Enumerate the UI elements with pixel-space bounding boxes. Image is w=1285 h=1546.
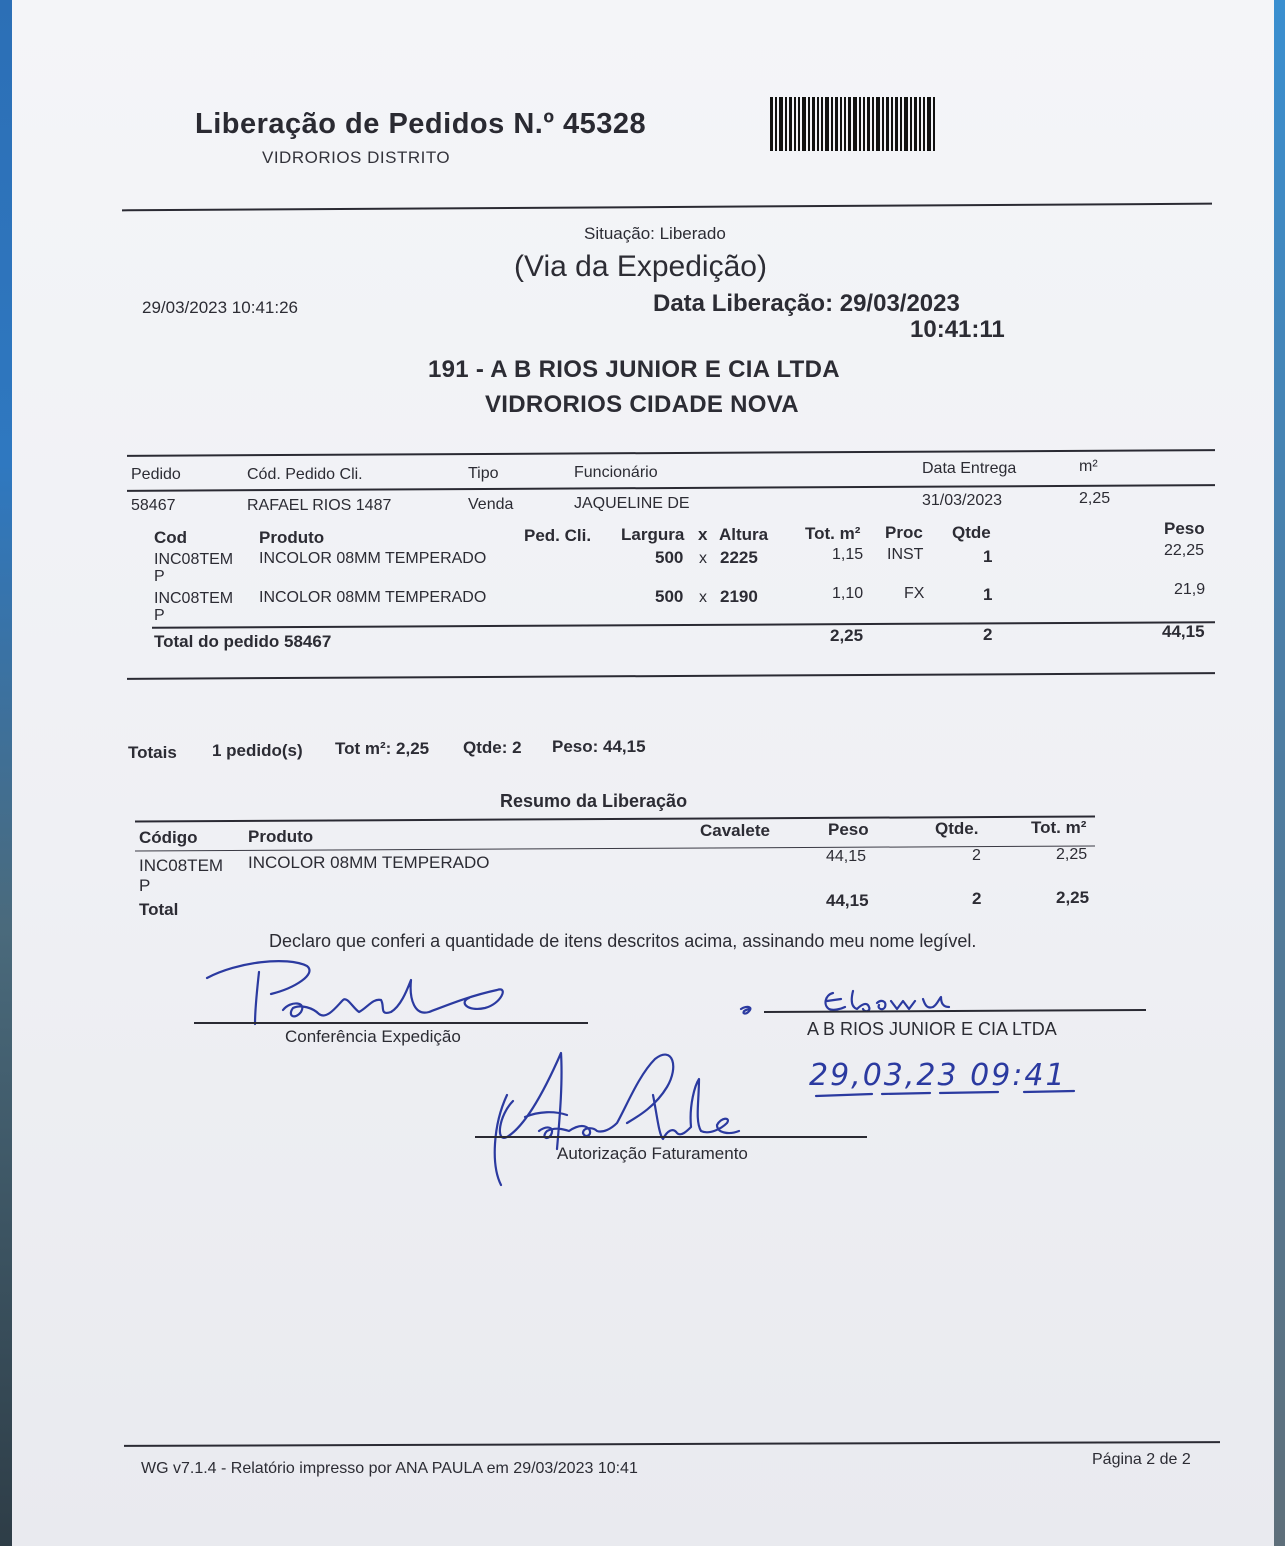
item-2-qtde: 1 [983, 585, 993, 604]
footer-page-number: Página 2 de 2 [1092, 1451, 1191, 1468]
order-total-label: Total do pedido 58467 [154, 632, 332, 651]
order-top-rule [127, 449, 1215, 457]
items-col-proc: Proc [885, 523, 923, 542]
company-name: VIDRORIOS DISTRITO [262, 148, 451, 167]
order-total-peso: 44,15 [1162, 622, 1205, 641]
conferencia-line [194, 1022, 588, 1024]
item-1-proc: INST [887, 546, 924, 563]
footer-report-info: WG v7.1.4 - Relatório impresso por ANA PAULA em 29/03/2023 10:41 [141, 1460, 638, 1477]
item-1-qtde: 1 [983, 547, 993, 566]
summary-codigo-cont: P [139, 876, 151, 895]
autorizacao-line [475, 1136, 867, 1138]
col-funcionario: Funcionário [574, 464, 658, 481]
order-cod-pedido-cli: RAFAEL RIOS 1487 [247, 497, 392, 514]
item-2-cod: INC08TEM [154, 590, 234, 607]
item-1-altura: 2225 [720, 548, 758, 567]
conferencia-signature [197, 950, 517, 1030]
document-page [12, 0, 1274, 1546]
totals-peso: Peso: 44,15 [552, 737, 646, 756]
company-signature-label: A B RIOS JUNIOR E CIA LTDA [807, 1019, 1057, 1039]
item-1-cod: INC08TEM [154, 551, 234, 568]
order-pedido: 58467 [131, 497, 176, 514]
items-col-ped-cli: Ped. Cli. [524, 526, 592, 545]
summary-total-tot-m2: 2,25 [1056, 888, 1090, 907]
summary-qtde: 2 [972, 847, 981, 864]
barcode [770, 97, 937, 151]
summary-col-peso: Peso [828, 820, 869, 839]
summary-col-qtde: Qtde. [935, 819, 979, 838]
order-funcionario: JAQUELINE DE [574, 495, 690, 512]
item-2-altura: 2190 [720, 587, 758, 606]
item-2-cod-cont: P [154, 607, 165, 624]
autorizacao-label: Autorização Faturamento [557, 1144, 748, 1163]
item-1-peso: 22,25 [1164, 542, 1205, 559]
item-2-tot-m2: 1,10 [832, 585, 864, 602]
item-1-produto: INCOLOR 08MM TEMPERADO [259, 550, 487, 567]
col-data-entrega: Data Entrega [922, 460, 1017, 477]
totals-pedidos: 1 pedido(s) [212, 741, 303, 760]
order-tipo: Venda [468, 496, 514, 513]
header-divider [122, 203, 1212, 212]
via-title: (Via da Expedição) [514, 250, 767, 283]
order-m2: 2,25 [1079, 490, 1111, 507]
col-m2: m² [1079, 458, 1098, 475]
release-time: 10:41:11 [910, 316, 1005, 343]
summary-codigo: INC08TEM [139, 856, 224, 875]
order-total-m2: 2,25 [830, 626, 864, 645]
item-2-largura: 500 [655, 587, 684, 606]
order-data-entrega: 31/03/2023 [922, 492, 1003, 509]
summary-total-label: Total [139, 900, 179, 919]
item-2-x: x [699, 589, 707, 606]
order-total-rule [152, 621, 1215, 629]
summary-col-produto: Produto [248, 827, 314, 846]
conferencia-label: Conferência Expedição [285, 1027, 461, 1046]
client-branch: VIDRORIOS CIDADE NOVA [485, 391, 799, 418]
client-name: 191 - A B RIOS JUNIOR E CIA LTDA [428, 356, 840, 383]
order-total-qtde: 2 [983, 625, 993, 644]
col-tipo: Tipo [468, 465, 499, 482]
summary-col-tot-m2: Tot. m² [1031, 818, 1087, 837]
item-2-peso: 21,9 [1174, 581, 1206, 598]
col-cod-pedido-cli: Cód. Pedido Cli. [247, 466, 363, 483]
item-1-cod-cont: P [154, 568, 165, 585]
items-col-largura: Largura [621, 525, 685, 544]
summary-peso: 44,15 [826, 848, 867, 865]
items-col-altura: Altura [719, 525, 769, 544]
items-col-tot-m2: Tot. m² [805, 524, 861, 543]
summary-col-codigo: Código [139, 828, 198, 847]
items-col-peso: Peso [1164, 519, 1205, 538]
release-date: Data Liberação: 29/03/2023 [653, 290, 960, 317]
summary-total-peso: 44,15 [826, 891, 869, 910]
totals-label: Totais [128, 743, 177, 762]
items-col-qtde: Qtde [952, 523, 991, 542]
autorizacao-signature [477, 1045, 747, 1190]
item-1-tot-m2: 1,15 [832, 546, 864, 563]
item-2-produto: INCOLOR 08MM TEMPERADO [259, 589, 487, 606]
items-col-x: x [698, 525, 708, 544]
col-pedido: Pedido [131, 466, 181, 483]
printed-timestamp: 29/03/2023 10:41:26 [142, 298, 298, 317]
footer-rule [124, 1441, 1220, 1447]
summary-total-qtde: 2 [972, 889, 982, 908]
summary-title: Resumo da Liberação [500, 791, 688, 811]
order-header-rule [127, 484, 1215, 492]
summary-col-cavalete: Cavalete [700, 821, 770, 840]
totals-qtde: Qtde: 2 [463, 738, 522, 757]
totals-tot-m2: Tot m²: 2,25 [335, 739, 430, 758]
document-title: Liberação de Pedidos N.º 45328 [195, 108, 647, 140]
items-col-produto: Produto [259, 528, 325, 547]
declaration-text: Declaro que conferi a quantidade de itens descritos acima, assinando meu nome legível. [269, 931, 977, 951]
summary-produto: INCOLOR 08MM TEMPERADO [248, 853, 490, 872]
handwritten-date: 29,03,23 09:41 [809, 1058, 1067, 1093]
handwritten-date-underline [812, 1088, 1132, 1100]
status-text: Situação: Liberado [584, 224, 726, 243]
order-bottom-rule [127, 672, 1215, 680]
items-col-cod: Cod [154, 528, 188, 547]
summary-tot-m2: 2,25 [1056, 846, 1088, 863]
item-1-largura: 500 [655, 548, 684, 567]
item-1-x: x [699, 550, 707, 567]
item-2-proc: FX [904, 585, 925, 602]
